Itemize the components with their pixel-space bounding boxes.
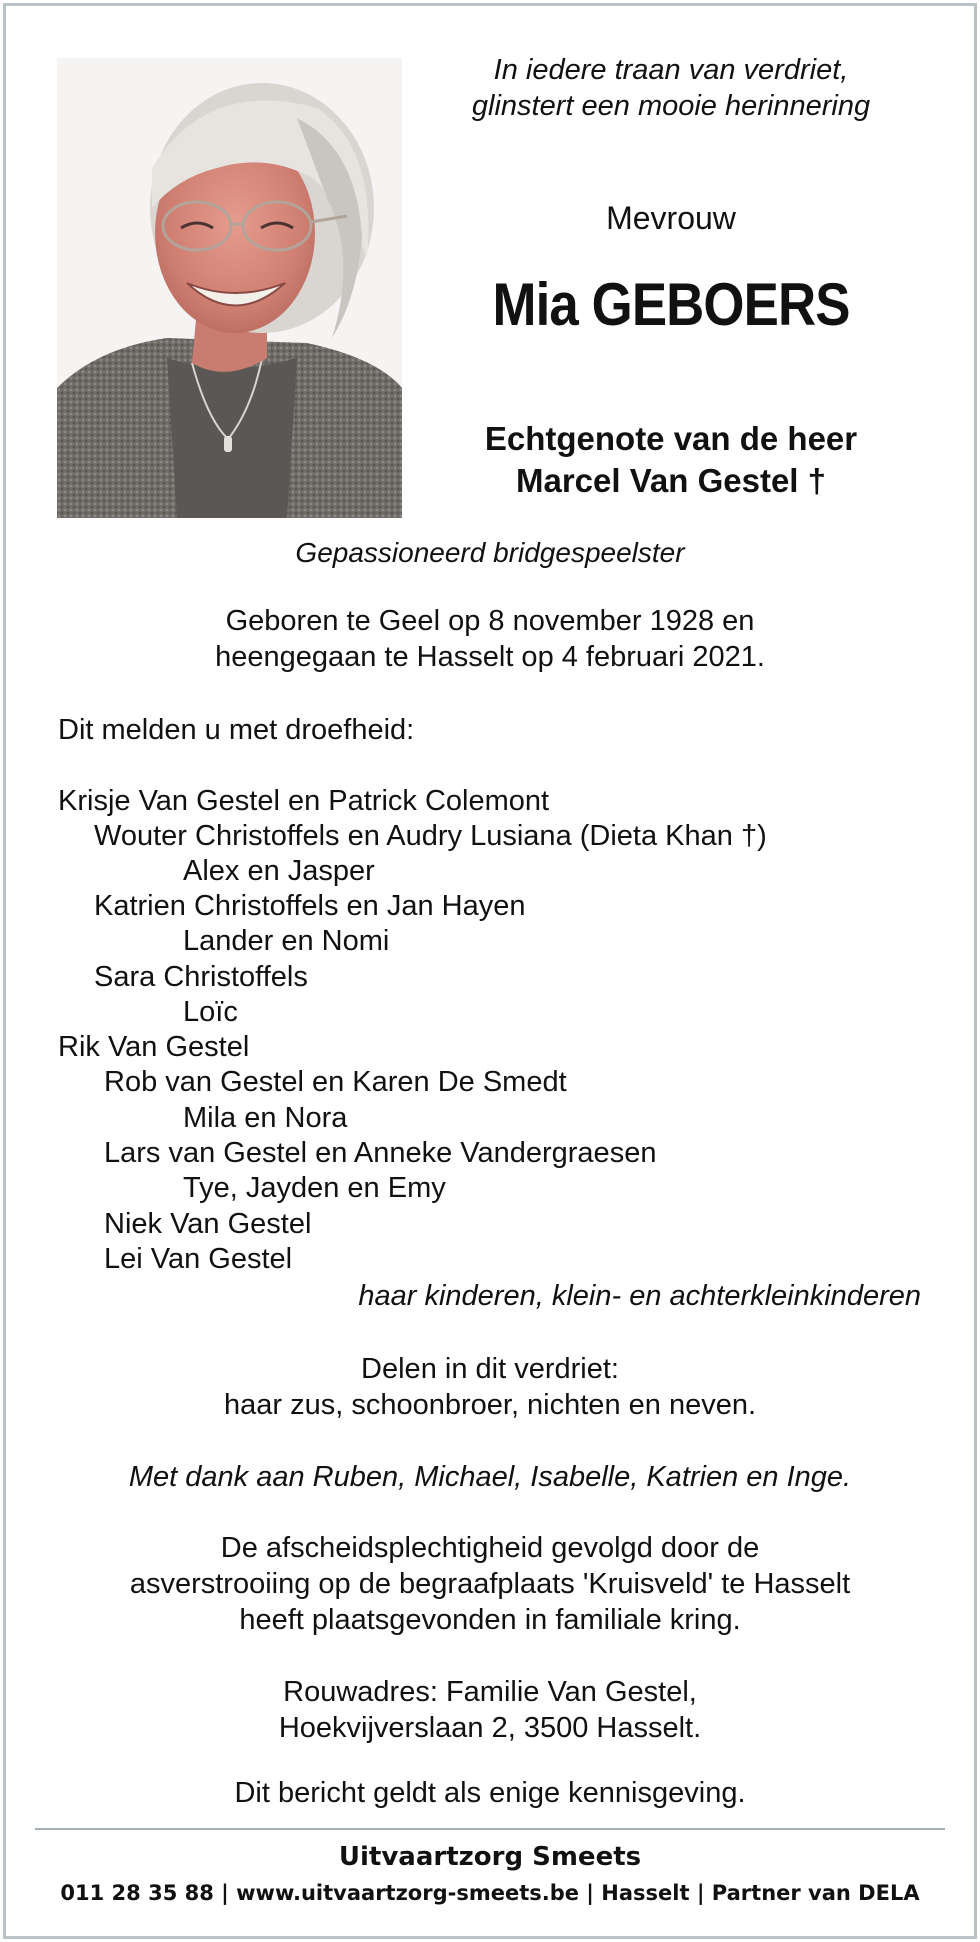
family-member: Rik Van Gestel (58, 1031, 250, 1063)
quote-line-1: In iedere traan van verdriet, (493, 54, 849, 86)
tagline: Gepassioneerd bridgespeelster (295, 537, 685, 568)
birth-death-info (57, 603, 923, 675)
family-member: Lei Van Gestel (104, 1243, 293, 1275)
family-member: Katrien Christoffels en Jan Hayen (94, 890, 526, 922)
notice: Dit bericht geldt als enige kennisgeving. (234, 1777, 746, 1809)
ceremony-line-2: asverstrooiing op de begraafplaats 'Kruisveld' te Hasselt (129, 1568, 851, 1600)
address-line-1: Rouwadres: Familie Van Gestel, (283, 1676, 697, 1708)
family-member: Niek Van Gestel (104, 1208, 312, 1240)
spouse-info (420, 418, 922, 502)
share-grief (57, 1351, 923, 1423)
share-line-1: Delen in dit verdriet: (361, 1353, 619, 1385)
birth-line-2: heengegaan te Hasselt op 4 februari 2021. (215, 641, 765, 673)
family-member: Lars van Gestel en Anneke Vandergraesen (104, 1137, 657, 1169)
family-member: Wouter Christoffels en Audry Lusiana (Dieta Khan †) (94, 820, 767, 852)
quote-line-2: glinstert een mooie herinnering (471, 90, 871, 122)
ceremony-line-3: heeft plaatsgevonden in familiale kring. (239, 1604, 741, 1636)
family-member: Mila en Nora (183, 1102, 348, 1134)
condolence-address (57, 1674, 923, 1746)
ceremony-info (57, 1530, 923, 1638)
family-member: Tye, Jayden en Emy (183, 1172, 446, 1204)
spouse-line-1: Echtgenote van de heer (484, 420, 858, 457)
ceremony-line-1: De afscheidsplechtigheid gevolgd door de (220, 1532, 760, 1564)
address-line-2: Hoekvijverslaan 2, 3500 Hasselt. (278, 1712, 702, 1744)
family-member: Alex en Jasper (183, 855, 375, 887)
salutation: Mevrouw (606, 200, 736, 236)
spouse-line-2: Marcel Van Gestel † (515, 462, 826, 499)
portrait-photo (57, 58, 402, 518)
funeral-contact: 011 28 35 88 | www.uitvaartzorg-smeets.be | Hasselt | Partner van DELA (60, 1881, 920, 1905)
funeral-company: Uitvaartzorg Smeets (338, 1842, 642, 1872)
family-member: Krisje Van Gestel en Patrick Colemont (58, 785, 550, 817)
family-member: Rob van Gestel en Karen De Smedt (104, 1066, 567, 1098)
announcement: Dit melden u met droefheid: (58, 714, 415, 746)
thanks-note: Met dank aan Ruben, Michael, Isabelle, Katrien en Inge. (128, 1461, 852, 1493)
family-member: Loïc (183, 996, 238, 1028)
deceased-name: Mia GEBOERS (492, 271, 850, 338)
footer-divider (35, 1828, 945, 1830)
family-caption: haar kinderen, klein- en achterkleinkinderen (358, 1280, 921, 1312)
memorial-quote (420, 52, 922, 124)
birth-line-1: Geboren te Geel op 8 november 1928 en (225, 605, 755, 637)
family-member: Lander en Nomi (183, 925, 390, 957)
family-member: Sara Christoffels (94, 961, 308, 993)
share-line-2: haar zus, schoonbroer, nichten en neven. (223, 1389, 757, 1421)
